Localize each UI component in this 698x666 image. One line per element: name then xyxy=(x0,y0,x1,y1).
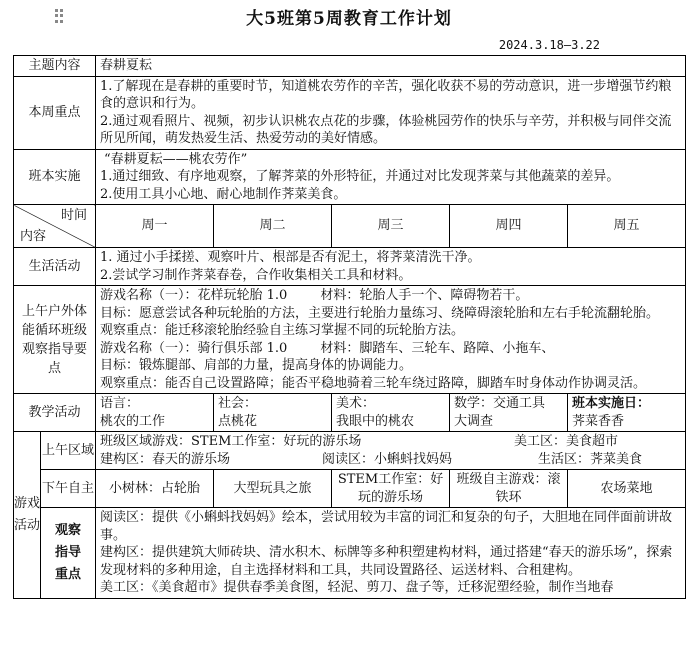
theme-value: 春耕夏耘 xyxy=(96,56,686,77)
outdoor-line: 观察重点：能否自己设置路障；能否平稳地骑着三轮车绕过路障，脚踏车时身体动作协调灵活。 xyxy=(100,375,647,391)
games-afternoon-label: 下午自主 xyxy=(41,470,96,508)
games-morning-row xyxy=(14,432,686,470)
day-tuesday: 周二 xyxy=(214,205,332,248)
games-guide-label: 观察指导重点 xyxy=(41,508,96,599)
class-impl-item: 1.通过细致、有序地观察，了解荠菜的外形特征，并通过对比发现荠菜与其他蔬菜的差异。 xyxy=(100,169,620,184)
teaching-row xyxy=(14,394,686,432)
teaching-subject: 数学：交通工具 xyxy=(454,396,546,411)
games-morning-item: 生活区：荠菜美食 xyxy=(538,451,643,467)
games-morning-item: 班级区域游戏：STEM工作室：好玩的游乐场 xyxy=(100,434,362,449)
teaching-topic: 大调查 xyxy=(454,413,494,429)
header-row xyxy=(14,205,686,248)
games-label: 游戏活动 xyxy=(14,432,41,599)
teaching-subject: 美术： xyxy=(336,396,376,411)
teaching-cell-social xyxy=(214,394,332,432)
teaching-cell-language xyxy=(96,394,214,432)
games-morning-label: 上午区域 xyxy=(41,432,96,470)
outdoor-content xyxy=(96,286,686,394)
outdoor-row xyxy=(14,286,686,394)
outdoor-label: 上午户外体能循环班级观察指导要点 xyxy=(14,286,96,394)
header-time: 时间 xyxy=(61,208,88,223)
class-impl-content xyxy=(96,149,686,205)
header-content: 内容 xyxy=(20,228,47,244)
header-diagonal-cell xyxy=(14,205,96,248)
day-wednesday: 周三 xyxy=(332,205,450,248)
outdoor-line: 目标：锻炼腿部、肩部的力量，提高身体的协调能力。 xyxy=(100,358,413,373)
games-morning-item: 美工区：美食超市 xyxy=(514,434,619,449)
teaching-cell-class-day xyxy=(568,394,686,432)
plan-table xyxy=(13,55,686,599)
outdoor-line: 观察重点：能迁移滚轮胎经验自主练习掌握不同的玩轮胎方法。 xyxy=(100,323,465,338)
guide-line: 美工区：《美食超市》提供春季美食图，轻泥、剪刀、盘子等，迁移泥塑经验，制作当地春 xyxy=(100,580,614,595)
teaching-subject: 语言： xyxy=(100,396,140,411)
weekly-focus-item: 1.了解现在是春耕的重要时节，知道桃农劳作的辛苦，强化收获不易的劳动意识，进一步增强节约粮食的意识和行为。 xyxy=(100,78,672,111)
life-item: 2.尝试学习制作荠菜春卷，合作收集相关工具和材料。 xyxy=(100,267,412,283)
guide-line: 阅读区：提供《小蝌蚪找妈妈》绘本，尝试用较为丰富的词汇和复杂的句子，大胆地在同伴面前讲故事。 xyxy=(100,510,673,543)
class-impl-item: 2.使用工具小心地、耐心地制作荠菜美食。 xyxy=(100,186,347,202)
day-monday: 周一 xyxy=(96,205,214,248)
day-thursday: 周四 xyxy=(450,205,568,248)
games-afternoon-row xyxy=(14,470,686,508)
weekly-focus-row xyxy=(14,76,686,149)
games-morning-item: 建构区：春天的游乐场 xyxy=(100,451,231,467)
class-impl-subtitle: “春耕夏耘——桃农劳作” xyxy=(104,151,248,167)
day-friday: 周五 xyxy=(568,205,686,248)
afternoon-cell: STEM工作室：好玩的游乐场 xyxy=(332,470,450,508)
weekly-focus-label: 本周重点 xyxy=(14,76,96,149)
games-morning-content xyxy=(96,432,686,470)
date-range: 2024.3.18—3.22 xyxy=(498,38,600,52)
class-impl-label: 班本实施 xyxy=(14,149,96,205)
teaching-subject: 社会： xyxy=(218,396,258,411)
theme-label: 主题内容 xyxy=(14,56,96,77)
teaching-topic: 点桃花 xyxy=(218,413,258,429)
teaching-topic: 我眼中的桃农 xyxy=(336,413,415,429)
theme-row xyxy=(14,56,686,77)
outdoor-line: 游戏名称（一）：骑行俱乐部 1.0 材料：脚踏车、三轮车、路障、小拖车、 xyxy=(100,340,555,356)
afternoon-cell: 小树林：占轮胎 xyxy=(96,470,214,508)
afternoon-cell: 农场菜地 xyxy=(568,470,686,508)
teaching-topic: 荠菜香香 xyxy=(572,413,625,429)
life-item: 1. 通过小手揉搓、观察叶片、根部是否有泥土，将荠菜清洗干净。 xyxy=(100,250,481,265)
afternoon-cell: 班级自主游戏：滚铁环 xyxy=(450,470,568,508)
weekly-focus-item: 2.通过观看照片、视频，初步认识桃农点花的步骤，体验桃园劳作的快乐与辛劳，并积极与同伴交流所见所闻，萌发热爱生活、热爱劳动的美好情感。 xyxy=(100,113,672,146)
life-row xyxy=(14,248,686,286)
games-guide-row xyxy=(14,508,686,599)
teaching-label: 教学活动 xyxy=(14,394,96,432)
teaching-topic: 桃农的工作 xyxy=(100,413,166,429)
teaching-cell-math xyxy=(450,394,568,432)
outdoor-line: 游戏名称（一）：花样玩轮胎 1.0 材料：轮胎人手一个、障碍物若干。 xyxy=(100,288,529,303)
games-morning-line xyxy=(100,433,681,451)
weekly-focus-content xyxy=(96,76,686,149)
games-guide-content xyxy=(96,508,686,599)
class-impl-row xyxy=(14,149,686,205)
teaching-cell-art xyxy=(332,394,450,432)
afternoon-cell: 大型玩具之旅 xyxy=(214,470,332,508)
page-title: 大5班第5周教育工作计划 xyxy=(246,9,452,29)
guide-line: 建构区：提供建筑大师砖块、清水积木、标牌等多种积塑建构材料，通过搭建“春天的游乐场”，探索发现材料的多种用途，自主选择材料和工具，共同设置路径、运送材料、合租建构。 xyxy=(100,545,673,578)
games-morning-line xyxy=(100,451,681,469)
games-morning-item: 阅读区：小蝌蚪找妈妈 xyxy=(322,451,453,467)
life-content xyxy=(96,248,686,286)
life-label: 生活活动 xyxy=(14,248,96,286)
teaching-subject: 班本实施日： xyxy=(572,396,651,411)
outdoor-line: 目标：愿意尝试各种玩轮胎的方法，主要进行轮胎力量练习、绕障碍滚轮胎和左右手轮流翻轮胎。 xyxy=(100,305,660,321)
